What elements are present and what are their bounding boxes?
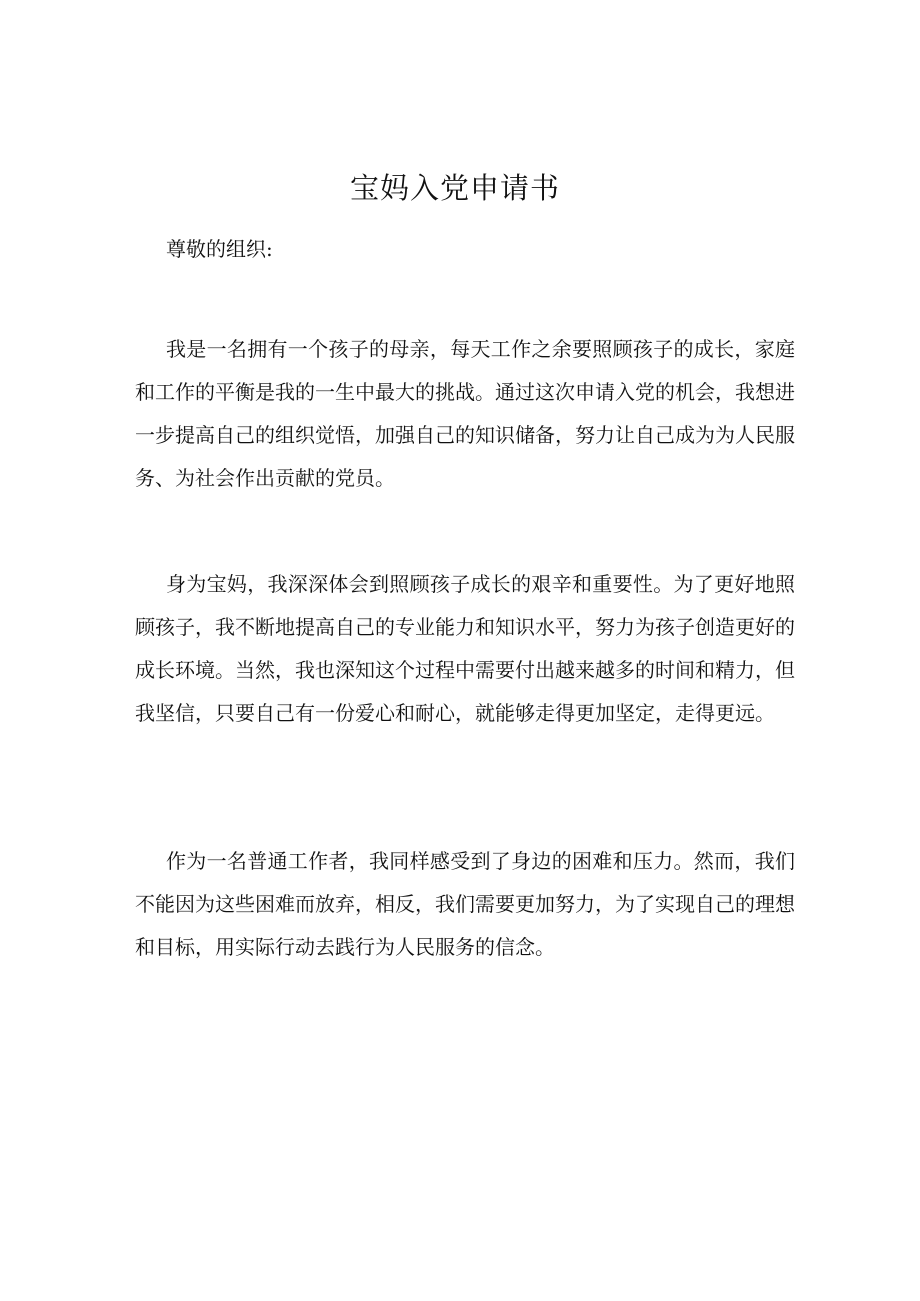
document-title: 宝妈入党申请书: [349, 171, 560, 205]
paragraph-1: 我是一名拥有一个孩子的母亲，每天工作之余要照顾孩子的成长，家庭和工作的平衡是我的一生中最大的挑战。通过这次申请入党的机会，我想进一步提高自己的组织觉悟，加强自己的知识储备，努力让自己成为为人民服务、为社会作出贡献的党员。: [135, 337, 795, 490]
paragraph-3: 作为一名普通工作者，我同样感受到了身边的困难和压力。然而，我们不能因为这些困难而放弃，相反，我们需要更加努力，为了实现自己的理想和目标，用实际行动去践行为人民服务的信念。: [135, 849, 795, 959]
salutation: 尊敬的组织:: [166, 237, 273, 261]
paragraph-2: 身为宝妈，我深深体会到照顾孩子成长的艰辛和重要性。为了更好地照顾孩子，我不断地提高自己的专业能力和知识水平，努力为孩子创造更好的成长环境。当然，我也深知这个过程中需要付出越来越多的时间和精力，但我坚信，只要自己有一份爱心和耐心，就能够走得更加坚定，走得更远。: [135, 572, 795, 725]
